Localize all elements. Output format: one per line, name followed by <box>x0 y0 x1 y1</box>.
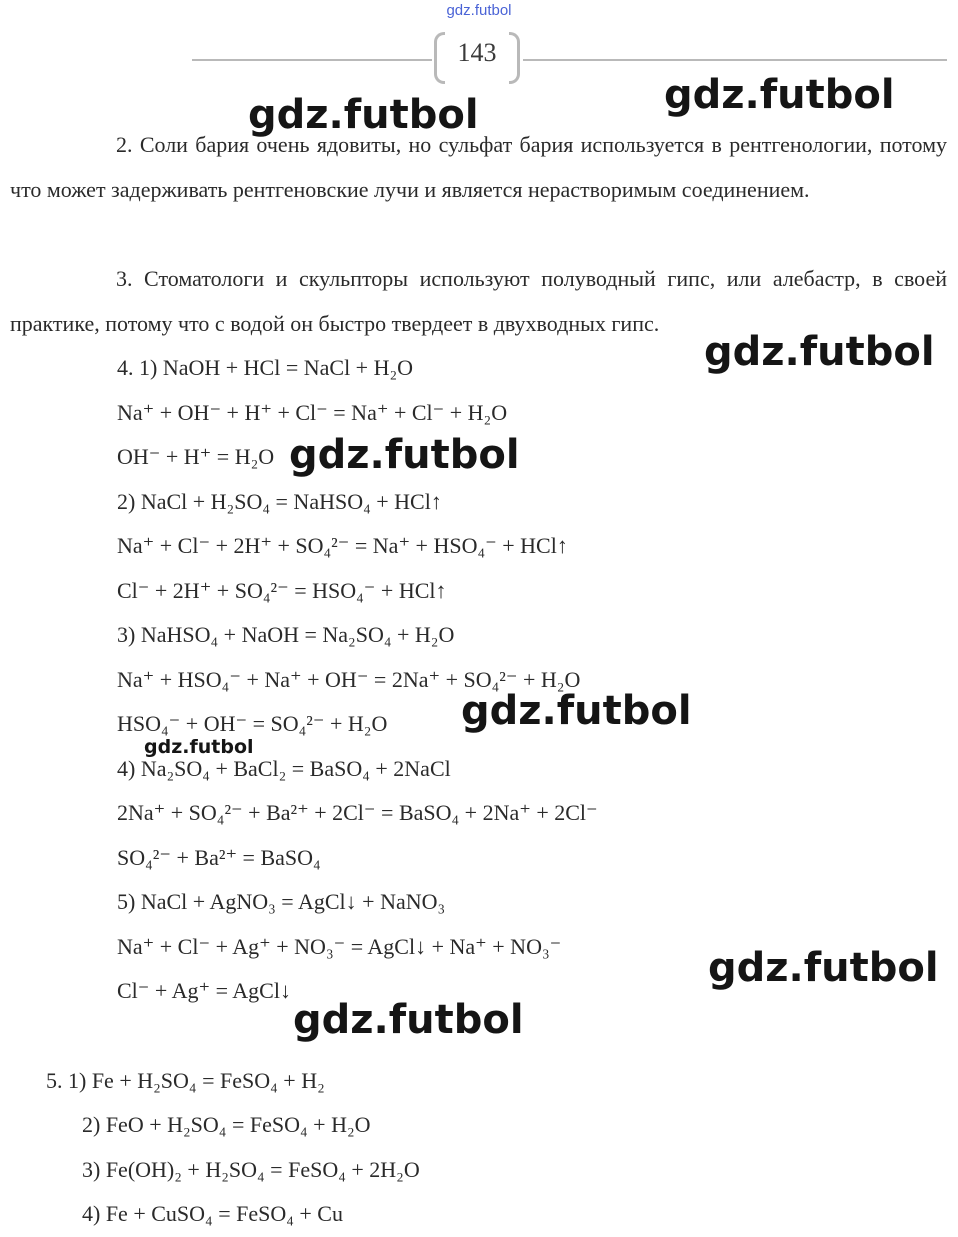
equation-line: 2Na⁺ + SO₄²⁻ + Ba²⁺ + 2Cl⁻ = BaSO₄ + 2Na⁺ + 2Cl⁻ <box>117 800 598 825</box>
watermark: gdz.futbol <box>461 688 692 734</box>
watermark: gdz.futbol <box>289 432 520 478</box>
answer-2-text: 2. Соли бария очень ядовиты, но сульфат бария используется в рентгенологии, потому что может задерживать рентгеновские лучи и является нерастворимым соединением. <box>10 132 947 202</box>
equation-line: 3) NaHSO₄ + NaOH = Na₂SO₄ + H₂O <box>117 622 455 647</box>
page-number-box <box>434 30 520 88</box>
equation-line: 3) Fe(OH)₂ + H₂SO₄ = FeSO₄ + 2H₂O <box>82 1157 420 1182</box>
bracket-right <box>509 32 520 84</box>
watermark-small: gdz.futbol <box>144 736 254 758</box>
equation-line: SO₄²⁻ + Ba²⁺ = BaSO₄ <box>117 845 321 870</box>
equation-line: Na⁺ + HSO₄⁻ + Na⁺ + OH⁻ = 2Na⁺ + SO₄²⁻ + H₂O <box>117 667 581 692</box>
equation-line: OH⁻ + H⁺ = H₂O <box>117 444 275 469</box>
equation-line: 2) FeO + H₂SO₄ = FeSO₄ + H₂O <box>82 1112 371 1137</box>
equation-line: 4) Fe + CuSO₄ = FeSO₄ + Cu <box>82 1201 343 1226</box>
watermark: gdz.futbol <box>248 92 479 138</box>
equation-line: 4. 1) NaOH + HCl = NaCl + H₂O <box>117 355 414 380</box>
answer-3-text: 3. Стоматологи и скульпторы используют полуводный гипс, или алебастр, в своей практике, потому что с водой он быстро твердеет в двухводных гипс. <box>10 266 947 336</box>
watermark: gdz.futbol <box>293 997 524 1043</box>
page-number: 143 <box>457 38 497 67</box>
header-rule-left <box>192 59 432 61</box>
equation-line: 5. 1) Fe + H₂SO₄ = FeSO₄ + H₂ <box>46 1068 325 1093</box>
header-rule-right <box>523 59 947 61</box>
bracket-left <box>434 32 445 84</box>
header-site-mark: gdz.futbol <box>446 2 512 19</box>
watermark: gdz.futbol <box>704 329 935 375</box>
watermark: gdz.futbol <box>664 72 895 118</box>
equation-line: 4) Na₂SO₄ + BaCl₂ = BaSO₄ + 2NaCl <box>117 756 451 781</box>
equation-line: Na⁺ + OH⁻ + H⁺ + Cl⁻ = Na⁺ + Cl⁻ + H₂O <box>117 400 508 425</box>
equation-line: Cl⁻ + Ag⁺ = AgCl↓ <box>117 978 291 1003</box>
equation-line: Na⁺ + Cl⁻ + 2H⁺ + SO₄²⁻ = Na⁺ + HSO₄⁻ + HCl↑ <box>117 533 568 558</box>
equation-line: Cl⁻ + 2H⁺ + SO₄²⁻ = HSO₄⁻ + HCl↑ <box>117 578 447 603</box>
equation-line: 5) NaCl + AgNO₃ = AgCl↓ + NaNO₃ <box>117 889 446 914</box>
watermark: gdz.futbol <box>708 945 939 991</box>
equation-line: 2) NaCl + H₂SO₄ = NaHSO₄ + HCl↑ <box>117 489 442 514</box>
equation-line: HSO₄⁻ + OH⁻ = SO₄²⁻ + H₂O <box>117 711 388 736</box>
equation-line: Na⁺ + Cl⁻ + Ag⁺ + NO₃⁻ = AgCl↓ + Na⁺ + NO₃⁻ <box>117 934 562 959</box>
